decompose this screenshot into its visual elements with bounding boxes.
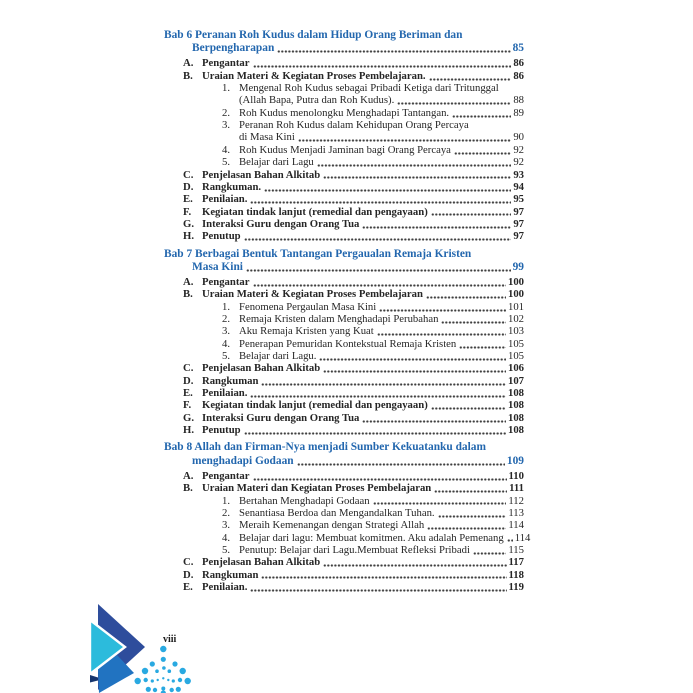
entry-label: 5. bbox=[222, 156, 231, 169]
page-number: 102 bbox=[507, 313, 524, 325]
toc-entry bbox=[164, 387, 524, 399]
entry-label: 3. bbox=[222, 119, 231, 132]
leader-dots bbox=[297, 463, 505, 466]
burst-dot bbox=[172, 679, 175, 682]
leader-dots bbox=[317, 164, 512, 167]
entry-label: E. bbox=[183, 387, 193, 400]
entry-text: Penutup: Belajar dari Lagu.Membuat Refleksi Pribadi bbox=[239, 543, 470, 556]
chapter-title-text: Berpengharapan bbox=[192, 42, 275, 55]
leader-dots bbox=[244, 432, 506, 435]
toc-entry bbox=[164, 399, 524, 411]
chapter-title-line bbox=[164, 42, 524, 55]
toc-entry bbox=[164, 313, 524, 325]
burst-dot bbox=[172, 661, 177, 666]
entry-label: 3. bbox=[222, 325, 231, 338]
page-number: 105 bbox=[507, 350, 524, 363]
page-number: 85 bbox=[512, 42, 524, 55]
entry-text: Mengenal Roh Kudus sebagai Pribadi Ketiga dari Tritunggal bbox=[239, 82, 499, 95]
page-number: 92 bbox=[513, 156, 524, 169]
entry-text: Kegiatan tindak lanjut (remedial dan pengayaan) bbox=[202, 205, 428, 218]
chapter-heading bbox=[164, 248, 524, 274]
page-number: 97 bbox=[513, 217, 524, 230]
entry-label: 2. bbox=[222, 313, 231, 325]
entry-label: F. bbox=[183, 205, 192, 218]
page-number: 97 bbox=[513, 205, 524, 218]
entry-label: B. bbox=[183, 482, 193, 495]
toc-entry bbox=[164, 230, 524, 242]
toc-entry bbox=[164, 218, 524, 230]
entry-label: H. bbox=[183, 230, 194, 243]
chapter-title-text: Masa Kini bbox=[192, 260, 243, 273]
toc-entry bbox=[164, 338, 524, 350]
entry-label: 1. bbox=[222, 82, 231, 95]
toc-entry bbox=[164, 507, 524, 519]
page-number: 100 bbox=[507, 288, 524, 301]
burst-dot bbox=[157, 679, 159, 681]
leader-dots bbox=[246, 269, 511, 272]
page-number: 97 bbox=[513, 230, 524, 243]
page-number: 105 bbox=[507, 337, 524, 350]
toc-entry bbox=[164, 519, 524, 531]
toc-entry bbox=[164, 581, 524, 593]
entry-text: Penjelasan Bahan Alkitab bbox=[202, 362, 321, 375]
leader-dots bbox=[250, 395, 506, 398]
toc-entry bbox=[164, 206, 524, 218]
entry-label: D. bbox=[183, 568, 194, 581]
toc-entry bbox=[164, 181, 524, 193]
entry-label: 2. bbox=[222, 506, 231, 519]
page-number: 107 bbox=[507, 374, 524, 387]
entry-label: A. bbox=[183, 469, 194, 482]
page-number: 93 bbox=[513, 168, 524, 181]
leader-dots bbox=[362, 226, 511, 229]
page-number: 89 bbox=[513, 106, 524, 119]
chapter-title-line bbox=[164, 248, 524, 261]
entry-label: C. bbox=[183, 556, 194, 569]
leader-dots bbox=[373, 502, 507, 505]
toc-section bbox=[164, 29, 524, 243]
leader-dots bbox=[250, 589, 506, 592]
chapter-title-line bbox=[164, 441, 524, 454]
entry-text: Penilaian. bbox=[202, 580, 248, 593]
table-of-contents bbox=[164, 29, 531, 598]
entry-label: 4. bbox=[222, 143, 231, 156]
page-number: 113 bbox=[508, 506, 524, 519]
leader-dots bbox=[298, 139, 512, 142]
burst-dot bbox=[168, 669, 172, 673]
toc-entry-wrap bbox=[164, 131, 524, 143]
burst-dot bbox=[146, 687, 151, 692]
burst-dot bbox=[185, 678, 191, 684]
toc-entry bbox=[164, 144, 524, 156]
chapter-title-line bbox=[164, 455, 524, 468]
page-number: 94 bbox=[513, 180, 524, 193]
entry-text: Penilaian. bbox=[202, 193, 248, 206]
leader-dots bbox=[459, 346, 506, 349]
leader-dots bbox=[253, 284, 506, 287]
toc-entry bbox=[164, 288, 524, 300]
entry-label: F. bbox=[183, 399, 192, 412]
toc-entry bbox=[164, 424, 524, 436]
entry-label: E. bbox=[183, 193, 193, 206]
page-number: 92 bbox=[513, 143, 524, 156]
chapter-title-text: Bab 7 Berbagai Bentuk Tantangan Pergaualan Remaja Kristen bbox=[164, 247, 472, 260]
leader-dots bbox=[441, 321, 506, 324]
page-number: 110 bbox=[508, 469, 524, 482]
entry-text: Uraian Materi & Kegiatan Proses Pembelajaran bbox=[202, 288, 423, 301]
toc-entry bbox=[164, 569, 524, 581]
page-number: 108 bbox=[507, 387, 524, 400]
toc-entry bbox=[164, 156, 524, 168]
entry-label: G. bbox=[183, 411, 194, 424]
burst-dot bbox=[162, 677, 164, 679]
toc-entry bbox=[164, 169, 524, 181]
entry-text: (Allah Bapa, Putra dan Roh Kudus). bbox=[239, 94, 395, 107]
leader-dots bbox=[277, 50, 510, 53]
toc-entry bbox=[164, 107, 524, 119]
entry-label: 5. bbox=[222, 350, 231, 363]
entry-text: Uraian Materi & Kegiatan Proses Pembelajaran. bbox=[202, 69, 426, 82]
entry-text: Uraian Materi dan Kegiatan Proses Pembelajaran bbox=[202, 482, 432, 495]
entry-text: Pengantar bbox=[202, 275, 250, 288]
leader-dots bbox=[431, 213, 512, 216]
leader-dots bbox=[431, 407, 506, 410]
burst-dot bbox=[167, 679, 169, 681]
page-number: 112 bbox=[508, 494, 524, 507]
page-number: 118 bbox=[508, 568, 524, 581]
burst-dot bbox=[161, 687, 165, 691]
toc-entry bbox=[164, 375, 524, 387]
leader-dots bbox=[323, 564, 506, 567]
leader-dots bbox=[250, 201, 511, 204]
medium-blue-triangle bbox=[98, 655, 134, 693]
entry-label: D. bbox=[183, 180, 194, 193]
leader-dots bbox=[426, 296, 506, 299]
entry-label: B. bbox=[183, 288, 193, 301]
page-number: 119 bbox=[508, 580, 524, 593]
entry-text: Bertahan Menghadapi Godaan bbox=[239, 494, 370, 507]
chapter-title-line bbox=[164, 261, 524, 274]
burst-dot bbox=[155, 669, 159, 673]
leader-dots bbox=[261, 383, 506, 386]
page-number: 95 bbox=[513, 193, 524, 206]
page-number: 86 bbox=[513, 57, 524, 70]
entry-text: Belajar dari lagu: Membuat komitmen. Aku adalah Pemenang bbox=[239, 531, 504, 544]
entry-text: Belajar dari Lagu bbox=[239, 156, 314, 169]
leader-dots bbox=[427, 527, 506, 530]
entry-text: Rangkuman bbox=[202, 568, 259, 581]
entry-label: B. bbox=[183, 69, 193, 82]
toc-entry bbox=[164, 325, 524, 337]
entry-label: G. bbox=[183, 217, 194, 230]
toc-entry bbox=[164, 193, 524, 205]
entry-text: Rangkuman bbox=[202, 374, 259, 387]
toc-entry bbox=[164, 70, 524, 82]
entry-text: Remaja Kristen dalam Menghadapi Perubahan bbox=[239, 313, 439, 325]
leader-dots bbox=[253, 478, 507, 481]
chapter-heading bbox=[164, 441, 524, 467]
toc-entry bbox=[164, 119, 524, 131]
toc-section bbox=[164, 248, 524, 437]
burst-dot bbox=[176, 687, 181, 692]
chapter-title-line bbox=[164, 29, 524, 42]
leader-dots bbox=[429, 78, 512, 81]
page-number: 114 bbox=[514, 531, 531, 544]
toc-entry-wrap bbox=[164, 94, 524, 106]
entry-label: A. bbox=[183, 57, 194, 70]
toc-entry bbox=[164, 362, 524, 374]
page-number: 90 bbox=[513, 131, 524, 144]
burst-dot bbox=[153, 688, 157, 692]
entry-label: 4. bbox=[222, 337, 231, 350]
entry-text: Rangkuman. bbox=[202, 180, 262, 193]
toc-entry bbox=[164, 556, 524, 568]
burst-dot bbox=[170, 688, 174, 692]
chapter-title-text: menghadapi Godaan bbox=[192, 454, 294, 467]
entry-label: 1. bbox=[222, 494, 231, 507]
leader-dots bbox=[244, 238, 512, 241]
leader-dots bbox=[377, 333, 506, 336]
leader-dots bbox=[261, 576, 506, 579]
page-number: 115 bbox=[508, 543, 524, 556]
page-number: 109 bbox=[506, 454, 524, 467]
page-number: 111 bbox=[509, 482, 524, 495]
chapter-heading bbox=[164, 29, 524, 55]
leader-dots bbox=[473, 552, 506, 555]
toc-entry bbox=[164, 544, 524, 556]
burst-dot bbox=[162, 666, 166, 670]
chapter-title-text: Bab 6 Peranan Roh Kudus dalam Hidup Orang Beriman dan bbox=[164, 29, 463, 41]
chapter-title-text: Bab 8 Allah dan Firman-Nya menjadi Sumber Kekuatanku dalam bbox=[164, 441, 486, 454]
entry-text: Penerapan Pemuridan Kontekstual Remaja Kristen bbox=[239, 337, 457, 350]
page-number: 86 bbox=[513, 69, 524, 82]
burst-dot bbox=[135, 678, 141, 684]
chevron-arrow-decoration bbox=[90, 604, 145, 693]
entry-text: Penutup bbox=[202, 230, 241, 243]
page-number: 117 bbox=[508, 556, 524, 569]
leader-dots bbox=[434, 490, 507, 493]
toc-entry bbox=[164, 276, 524, 288]
toc-entry bbox=[164, 531, 531, 544]
entry-text: Pengantar bbox=[202, 57, 250, 70]
entry-label: D. bbox=[183, 374, 194, 387]
page-number: 88 bbox=[513, 94, 524, 107]
entry-label: 5. bbox=[222, 543, 231, 556]
toc-entry bbox=[164, 470, 524, 482]
toc-entry bbox=[164, 350, 524, 362]
cyan-triangle bbox=[90, 620, 125, 674]
page-number: 114 bbox=[508, 519, 524, 532]
leader-dots bbox=[319, 358, 506, 361]
leader-dots bbox=[507, 539, 513, 542]
entry-text: Interaksi Guru dengan Orang Tua bbox=[202, 411, 360, 424]
leader-dots bbox=[264, 189, 511, 192]
leader-dots bbox=[452, 115, 511, 118]
burst-dot bbox=[142, 668, 148, 674]
page-number: 106 bbox=[507, 362, 524, 375]
toc-entry bbox=[164, 82, 524, 94]
burst-dot bbox=[160, 646, 166, 652]
entry-text: Senantiasa Berdoa dan Mengandalkan Tuhan. bbox=[239, 506, 435, 519]
entry-text: Roh Kudus Menjadi Jaminan bagi Orang Percaya bbox=[239, 143, 451, 156]
entry-label: C. bbox=[183, 168, 194, 181]
entry-text: Meraih Kemenangan dengan Strategi Allah bbox=[239, 519, 425, 532]
royal-triangle bbox=[98, 604, 145, 690]
burst-dot bbox=[161, 657, 166, 662]
leader-dots bbox=[253, 65, 512, 68]
entry-text: Aku Remaja Kristen yang Kuat bbox=[239, 325, 374, 338]
burst-dot bbox=[178, 678, 182, 682]
entry-text: Pengantar bbox=[202, 469, 250, 482]
entry-text: Peranan Roh Kudus dalam Kehidupan Orang Percaya bbox=[239, 119, 469, 132]
page-number: 103 bbox=[507, 325, 524, 338]
burst-dot bbox=[144, 678, 148, 682]
page-number: 100 bbox=[507, 275, 524, 288]
page-number: 108 bbox=[507, 424, 524, 437]
page-number: 101 bbox=[507, 300, 524, 313]
entry-text: Interaksi Guru dengan Orang Tua bbox=[202, 217, 360, 230]
entry-label: H. bbox=[183, 424, 194, 437]
entry-label: 3. bbox=[222, 519, 231, 532]
footer-page-number: viii bbox=[163, 634, 177, 645]
entry-label: C. bbox=[183, 362, 194, 375]
burst-dot bbox=[150, 661, 155, 666]
entry-text: Penilaian. bbox=[202, 387, 248, 400]
entry-label: 4. bbox=[222, 531, 231, 544]
entry-label: E. bbox=[183, 580, 193, 593]
entry-label: 2. bbox=[222, 106, 231, 119]
burst-dot bbox=[180, 668, 186, 674]
leader-dots bbox=[323, 370, 506, 373]
leader-dots bbox=[454, 152, 511, 155]
entry-text: Kegiatan tindak lanjut (remedial dan pengayaan) bbox=[202, 399, 428, 412]
entry-label: 1. bbox=[222, 300, 231, 313]
toc-section bbox=[164, 441, 531, 593]
leader-dots bbox=[362, 420, 506, 423]
toc-entry bbox=[164, 412, 524, 424]
entry-text: Penjelasan Bahan Alkitab bbox=[202, 168, 321, 181]
leader-dots bbox=[438, 515, 507, 518]
navy-notch bbox=[90, 675, 98, 683]
entry-text: Penutup bbox=[202, 424, 241, 437]
page-number: 99 bbox=[512, 260, 524, 273]
page-number: 108 bbox=[507, 399, 524, 412]
entry-text: di Masa Kini bbox=[239, 131, 295, 144]
toc-entry bbox=[164, 301, 524, 313]
leader-dots bbox=[379, 309, 506, 312]
leader-dots bbox=[397, 102, 511, 105]
entry-label: A. bbox=[183, 275, 194, 288]
entry-text: Belajar dari Lagu. bbox=[239, 350, 317, 363]
leader-dots bbox=[323, 176, 511, 179]
toc-entry bbox=[164, 482, 524, 494]
entry-text: Roh Kudus menolongku Menghadapi Tantangan. bbox=[239, 106, 450, 119]
page-number: 108 bbox=[507, 411, 524, 424]
toc-entry bbox=[164, 57, 524, 69]
dot-burst-decoration bbox=[135, 646, 191, 693]
entry-text: Fenomena Pergaulan Masa Kini bbox=[239, 300, 377, 313]
entry-text: Penjelasan Bahan Alkitab bbox=[202, 556, 321, 569]
toc-entry bbox=[164, 495, 524, 507]
burst-dot bbox=[151, 679, 154, 682]
